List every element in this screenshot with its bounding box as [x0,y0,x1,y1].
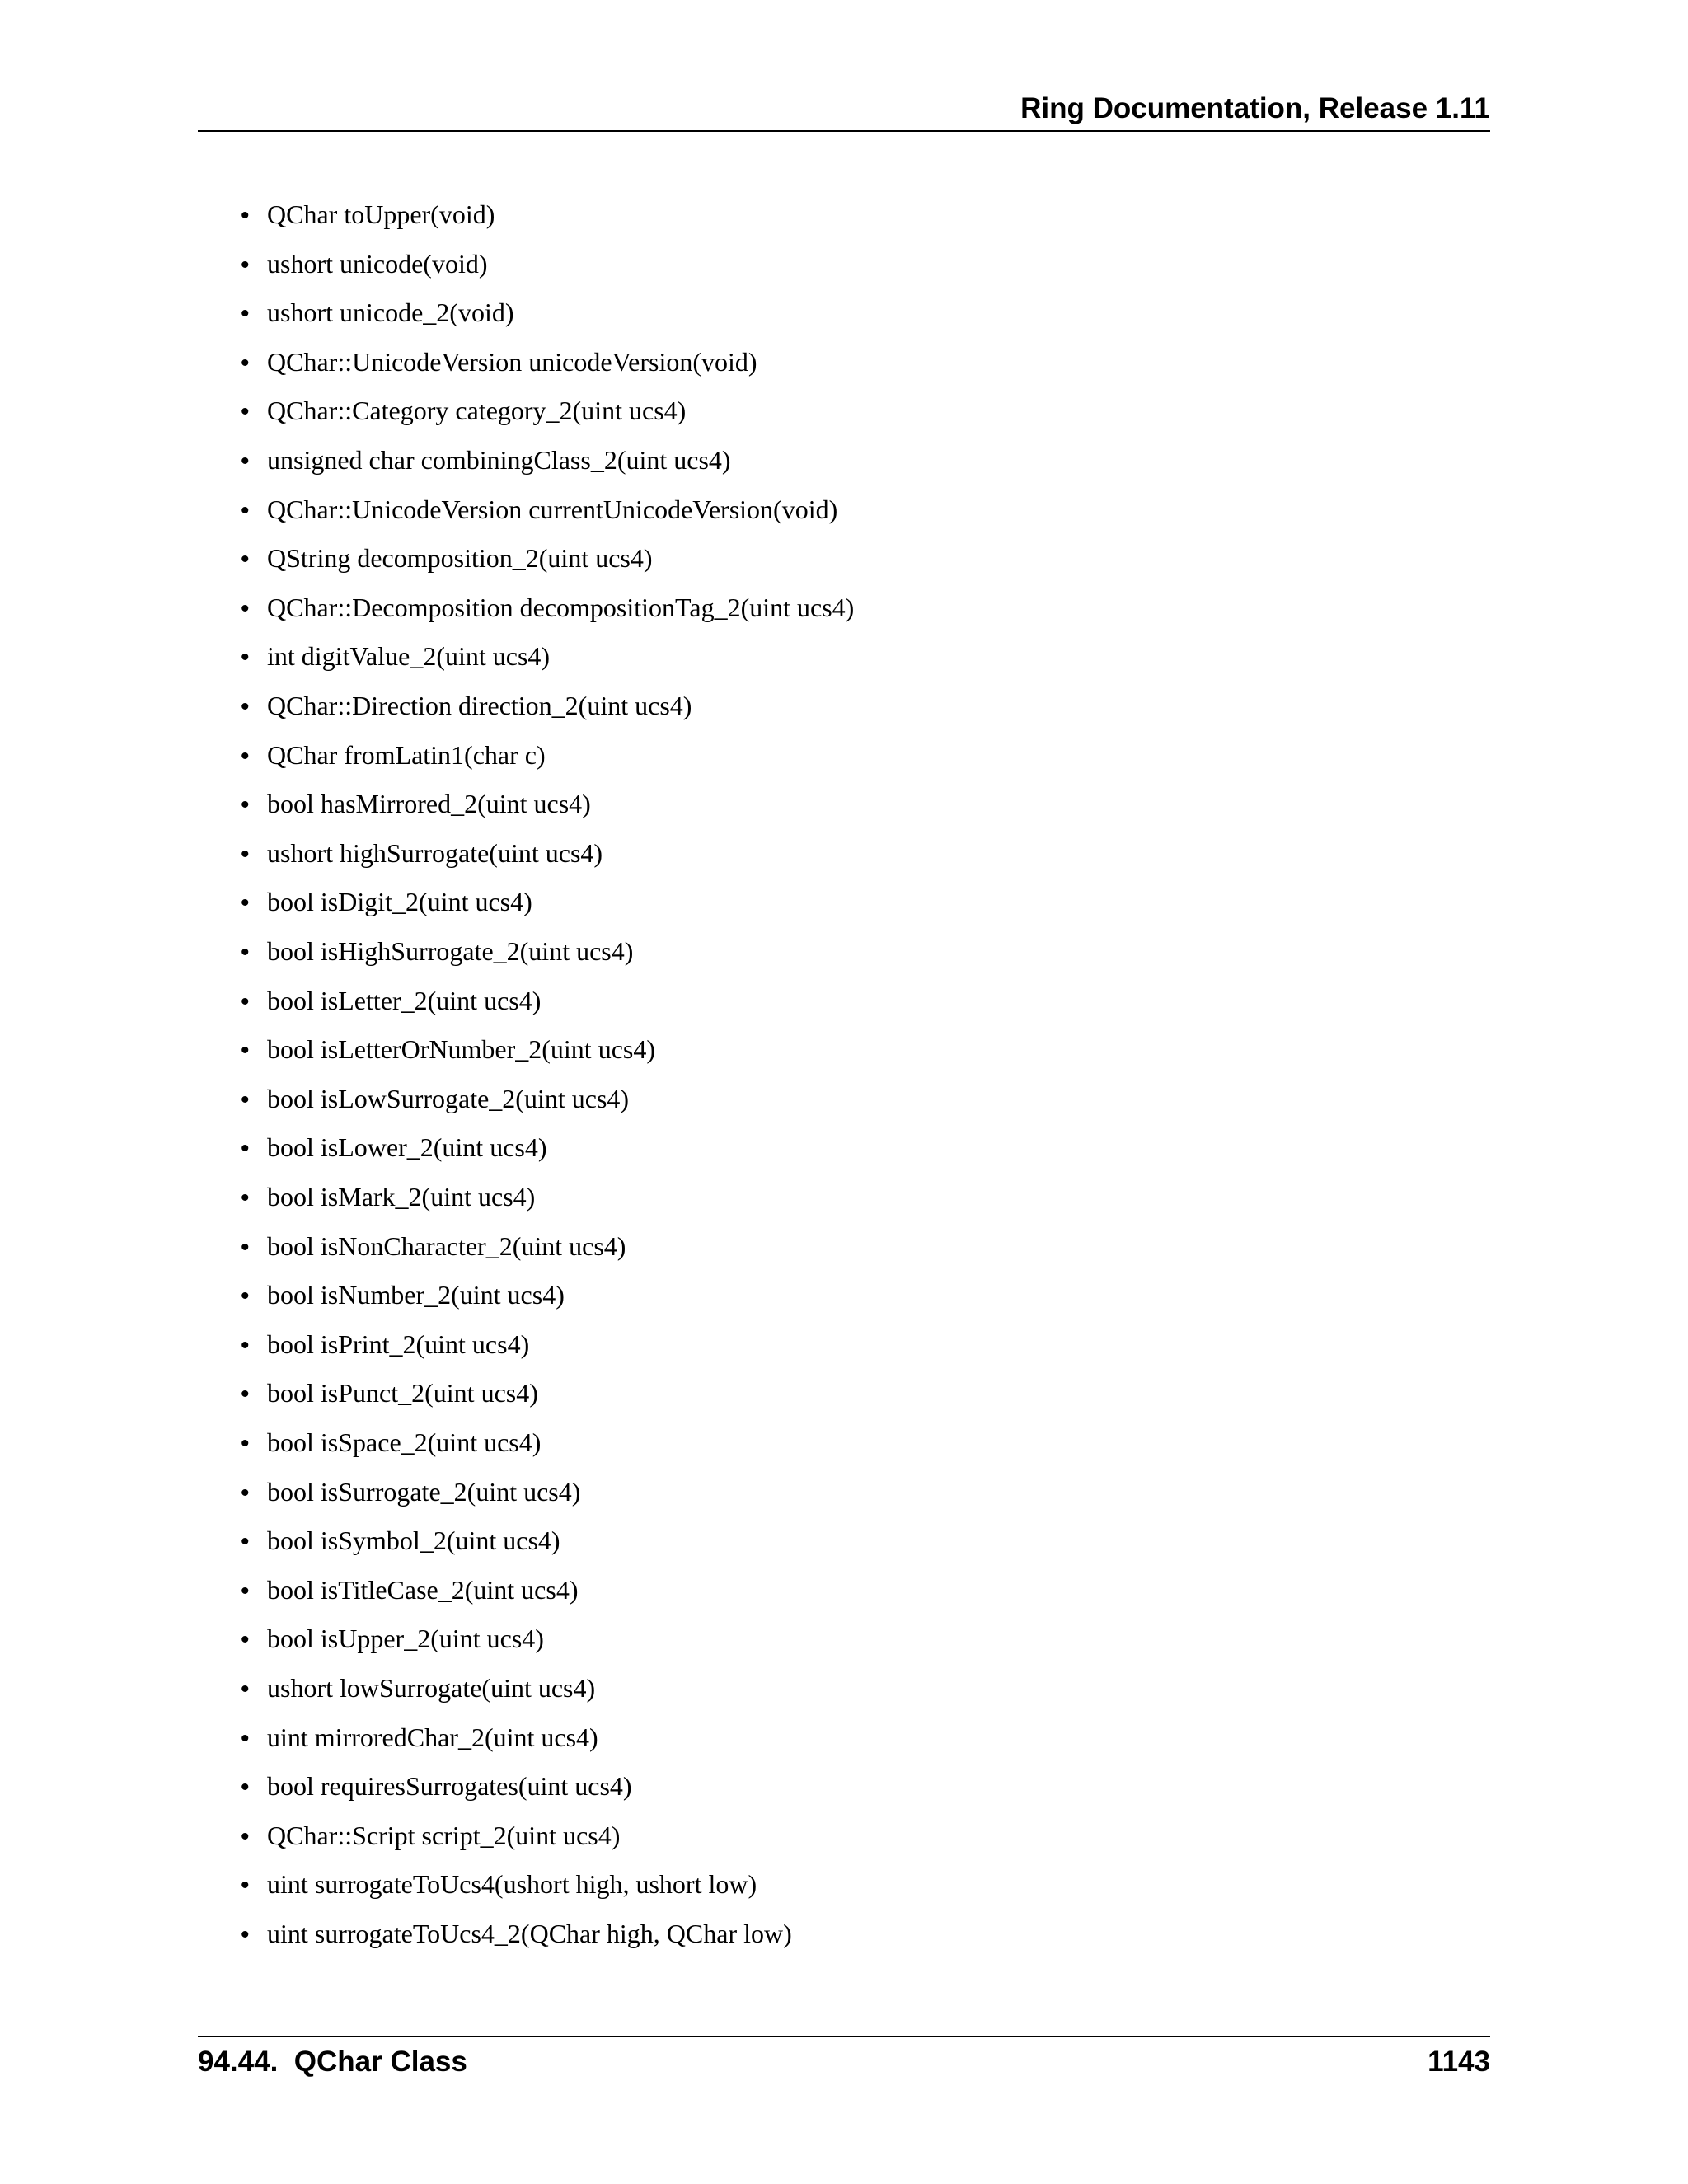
bullet-icon: • [241,1085,250,1113]
method-signature: ushort unicode_2(void) [267,298,514,328]
bullet-icon: • [241,251,250,279]
list-item [241,1326,529,1362]
page-footer [198,2036,1490,2079]
bullet-icon: • [241,987,250,1015]
bullet-icon: • [241,1724,250,1752]
page-header [198,91,1490,132]
bullet-icon: • [241,1282,250,1310]
method-signature: bool isLower_2(uint ucs4) [267,1132,547,1163]
method-signature: QChar::Category category_2(uint ucs4) [267,396,687,426]
list-item [241,1375,538,1411]
list-item [241,1228,626,1264]
bullet-icon: • [241,202,250,229]
list-item [241,1620,544,1657]
list-item [241,1474,580,1510]
bullet-icon: • [241,1184,250,1212]
bullet-icon: • [241,791,250,819]
bullet-icon: • [241,448,250,475]
method-signature: bool isTitleCase_2(uint ucs4) [267,1574,579,1605]
method-signature: QChar toUpper(void) [267,199,495,229]
bullet-icon: • [241,742,250,770]
bullet-icon: • [241,496,250,524]
document-title: Ring Documentation, Release 1.11 [1020,92,1490,124]
bullet-icon: • [241,1872,250,1900]
method-signature: bool isSpace_2(uint ucs4) [267,1427,542,1457]
bullet-icon: • [241,1135,250,1163]
method-signature: uint surrogateToUcs4(ushort high, ushort low) [267,1869,757,1900]
method-signature: QChar::Decomposition decompositionTag_2(uint ucs4) [267,592,855,622]
bullet-icon: • [241,939,250,966]
method-signature: bool isNonCharacter_2(uint ucs4) [267,1230,626,1261]
list-item [241,883,532,920]
method-signature: QChar::UnicodeVersion currentUnicodeVersion(void) [267,494,838,524]
bullet-icon: • [241,1774,250,1802]
list-item [241,246,488,282]
bullet-icon: • [241,840,250,868]
list-item [241,344,757,380]
bullet-icon: • [241,546,250,574]
bullet-icon: • [241,644,250,672]
list-item [241,1719,598,1755]
bullet-icon: • [241,889,250,917]
bullet-icon: • [241,1822,250,1850]
method-signature: QChar::Direction direction_2(uint ucs4) [267,691,692,720]
list-item [241,835,603,871]
method-signature: QString decomposition_2(uint ucs4) [267,543,653,574]
method-signature: ushort unicode(void) [267,248,488,279]
method-signature: int digitValue_2(uint ucs4) [267,641,551,672]
list-item [241,737,546,773]
bullet-icon: • [241,1331,250,1359]
list-item [241,1670,595,1706]
bullet-icon: • [241,594,250,622]
bullet-icon: • [241,300,250,328]
bullet-icon: • [241,1675,250,1703]
list-item [241,491,837,527]
method-signature: bool isNumber_2(uint ucs4) [267,1280,565,1310]
list-item [241,589,854,626]
bullet-icon: • [241,1233,250,1261]
list-item [241,785,591,822]
method-signature: bool isSymbol_2(uint ucs4) [267,1526,560,1556]
list-item [241,1277,565,1313]
bullet-icon: • [241,349,250,377]
bullet-icon: • [241,1037,250,1065]
method-signature: bool isUpper_2(uint ucs4) [267,1624,544,1654]
bullet-icon: • [241,693,250,720]
bullet-icon: • [241,1577,250,1605]
list-item [241,1424,541,1460]
method-signature: bool hasMirrored_2(uint ucs4) [267,789,591,819]
list-item [241,1768,632,1804]
method-signature: bool isHighSurrogate_2(uint ucs4) [267,936,634,966]
list-item [241,1522,560,1558]
method-signature: bool isMark_2(uint ucs4) [267,1182,536,1212]
method-signature: QChar fromLatin1(char c) [267,739,546,770]
page-number: 1143 [1428,2046,1490,2078]
section-title: 94.44. QChar Class [198,2046,467,2078]
list-item [241,1080,629,1117]
method-signature: bool isLetter_2(uint ucs4) [267,985,542,1015]
list-item [241,638,550,674]
method-signature: QChar::UnicodeVersion unicodeVersion(void) [267,346,757,377]
method-signature: bool isPunct_2(uint ucs4) [267,1378,538,1408]
bullet-icon: • [241,1380,250,1408]
bullet-icon: • [241,1528,250,1556]
method-signature: uint surrogateToUcs4_2(QChar high, QChar low) [267,1919,792,1948]
list-item [241,1031,655,1067]
list-item [241,933,633,969]
method-signature: uint mirroredChar_2(uint ucs4) [267,1722,598,1752]
list-item [241,196,495,232]
bullet-icon: • [241,398,250,426]
method-signature: ushort highSurrogate(uint ucs4) [267,837,603,868]
list-item [241,687,692,724]
list-item [241,1915,792,1952]
list-item [241,982,541,1019]
list-item [241,442,731,478]
list-item [241,1129,547,1165]
list-item [241,294,514,330]
bullet-icon: • [241,1626,250,1654]
bullet-icon: • [241,1921,250,1948]
list-item [241,1572,578,1608]
list-item [241,1179,535,1215]
list-item [241,1866,757,1902]
method-signature: bool isDigit_2(uint ucs4) [267,887,532,917]
method-signature: bool isPrint_2(uint ucs4) [267,1329,530,1359]
method-signature: ushort lowSurrogate(uint ucs4) [267,1673,596,1703]
list-item [241,392,686,429]
list-item [241,540,653,576]
method-signature: bool isSurrogate_2(uint ucs4) [267,1476,581,1507]
list-item [241,1817,620,1854]
method-signature: unsigned char combiningClass_2(uint ucs4) [267,445,731,475]
method-signature: bool requiresSurrogates(uint ucs4) [267,1771,632,1802]
method-signature: QChar::Script script_2(uint ucs4) [267,1820,621,1850]
bullet-icon: • [241,1479,250,1507]
method-signature: bool isLowSurrogate_2(uint ucs4) [267,1083,630,1113]
method-signature: bool isLetterOrNumber_2(uint ucs4) [267,1034,655,1065]
bullet-icon: • [241,1430,250,1457]
